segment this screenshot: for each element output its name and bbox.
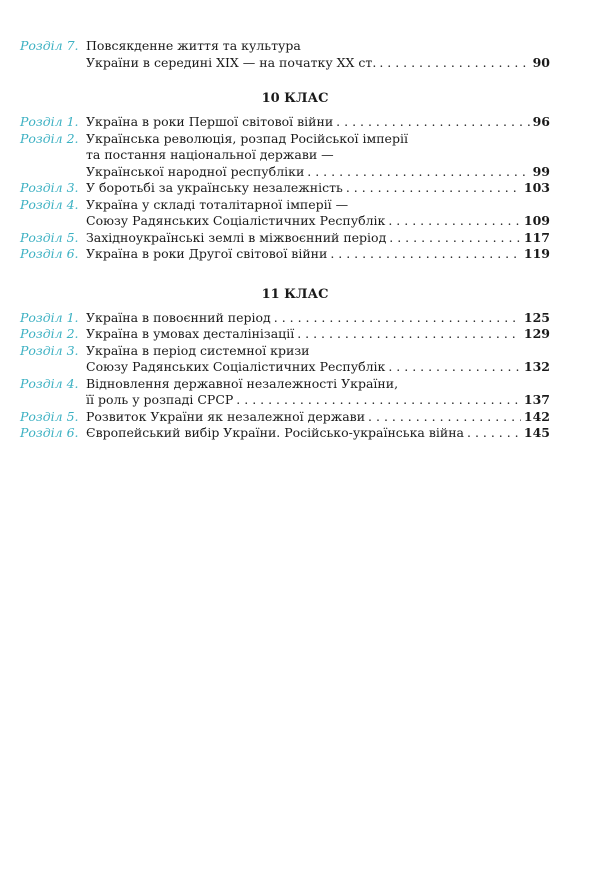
chapter-label: Розділ 2. bbox=[20, 326, 79, 341]
leader-dots bbox=[389, 230, 521, 247]
chapter-title-line: Українська революція, розпад Російської імперії bbox=[86, 130, 408, 146]
page-number: 117 bbox=[523, 229, 550, 245]
section-heading: 11 КЛАС bbox=[261, 286, 329, 302]
toc-entry[interactable] bbox=[20, 38, 550, 71]
chapter-title-line: Західноукраїнські землі в міжвоєнний період bbox=[86, 229, 387, 245]
page-number: 96 bbox=[532, 114, 550, 129]
section-heading: 10 КЛАС bbox=[261, 91, 329, 106]
leader-dots bbox=[368, 409, 521, 426]
leader-dots bbox=[297, 326, 521, 343]
leader-dots bbox=[346, 180, 521, 197]
toc-entry[interactable] bbox=[20, 425, 550, 442]
chapter-label: Розділ 3. bbox=[20, 180, 79, 195]
chapter-label: Розділ 2. bbox=[20, 130, 79, 146]
chapter-title-line: Розвиток України як незалежної держави bbox=[86, 408, 366, 424]
chapter-title-line: та постання національної держави — bbox=[86, 147, 334, 162]
chapter-label: Розділ 7. bbox=[20, 38, 79, 53]
chapter-label: Розділ 1. bbox=[20, 114, 79, 129]
leader-dots bbox=[336, 114, 529, 131]
toc-entry[interactable] bbox=[20, 230, 550, 247]
chapter-title-line: Української народної республіки bbox=[86, 163, 305, 179]
page-number: 90 bbox=[532, 54, 550, 70]
toc-entry[interactable] bbox=[20, 246, 550, 263]
chapter-label: Розділ 5. bbox=[20, 408, 79, 424]
leader-dots bbox=[330, 246, 521, 263]
chapter-title-line: України в середині XIX — на початку XX ст. bbox=[86, 54, 377, 70]
leader-dots bbox=[236, 392, 521, 409]
leader-dots bbox=[467, 425, 521, 442]
page-number: 125 bbox=[523, 309, 550, 325]
toc-section bbox=[20, 38, 550, 71]
chapter-label: Розділ 5. bbox=[20, 229, 79, 245]
page-number: 137 bbox=[523, 392, 550, 407]
toc-entry[interactable] bbox=[20, 343, 550, 376]
leader-dots bbox=[379, 55, 529, 72]
chapter-label: Розділ 4. bbox=[20, 375, 79, 391]
toc-entry[interactable] bbox=[20, 131, 550, 181]
toc-entry[interactable] bbox=[20, 114, 550, 131]
page-number: 142 bbox=[523, 408, 550, 424]
leader-dots bbox=[388, 213, 521, 230]
toc-section bbox=[20, 287, 550, 442]
toc-entry[interactable] bbox=[20, 409, 550, 426]
chapter-label: Розділ 6. bbox=[20, 425, 79, 440]
chapter-label: Розділ 6. bbox=[20, 246, 79, 261]
chapter-title-line: її роль у розпаді СРСР bbox=[86, 392, 234, 407]
leader-dots bbox=[274, 310, 521, 327]
chapter-title-line: Повсякденне життя та культура bbox=[86, 38, 301, 53]
toc-entry[interactable] bbox=[20, 376, 550, 409]
chapter-title-line: Україна в період системної кризи bbox=[86, 342, 310, 358]
page-number: 109 bbox=[523, 213, 550, 228]
chapter-title-line: Союзу Радянських Соціалістичних Республік bbox=[86, 359, 386, 374]
chapter-title-line: Україна в роки Другої світової війни bbox=[86, 246, 328, 261]
chapter-title-line: Відновлення державної незалежності України, bbox=[86, 375, 399, 391]
chapter-label: Розділ 1. bbox=[20, 309, 79, 325]
page-number: 99 bbox=[532, 163, 550, 179]
leader-dots bbox=[307, 164, 529, 181]
chapter-title-line: Європейський вибір України. Російсько-українська війна bbox=[86, 425, 464, 440]
toc-section bbox=[20, 91, 550, 263]
page-number: 129 bbox=[523, 326, 550, 341]
chapter-label: Розділ 3. bbox=[20, 342, 79, 358]
toc-entry[interactable] bbox=[20, 310, 550, 327]
page-number: 119 bbox=[523, 246, 550, 261]
leader-dots bbox=[388, 359, 521, 376]
chapter-title-line: Україна в умовах десталінізації bbox=[86, 326, 295, 341]
chapter-title-line: У боротьбі за українську незалежність bbox=[86, 180, 343, 195]
page-number: 132 bbox=[523, 359, 550, 374]
toc-entry[interactable] bbox=[20, 180, 550, 197]
page-number: 145 bbox=[523, 425, 550, 440]
toc-entry[interactable] bbox=[20, 197, 550, 230]
chapter-title-line: Союзу Радянських Соціалістичних Республік bbox=[86, 213, 386, 228]
chapter-label: Розділ 4. bbox=[20, 196, 79, 212]
chapter-title-line: Україна у складі тоталітарної імперії — bbox=[86, 196, 349, 212]
table-of-contents bbox=[20, 38, 550, 442]
chapter-title-line: Україна в повоєнний період bbox=[86, 309, 271, 325]
toc-entry[interactable] bbox=[20, 326, 550, 343]
chapter-title-line: Україна в роки Першої світової війни bbox=[86, 114, 334, 129]
page-number: 103 bbox=[523, 180, 550, 195]
